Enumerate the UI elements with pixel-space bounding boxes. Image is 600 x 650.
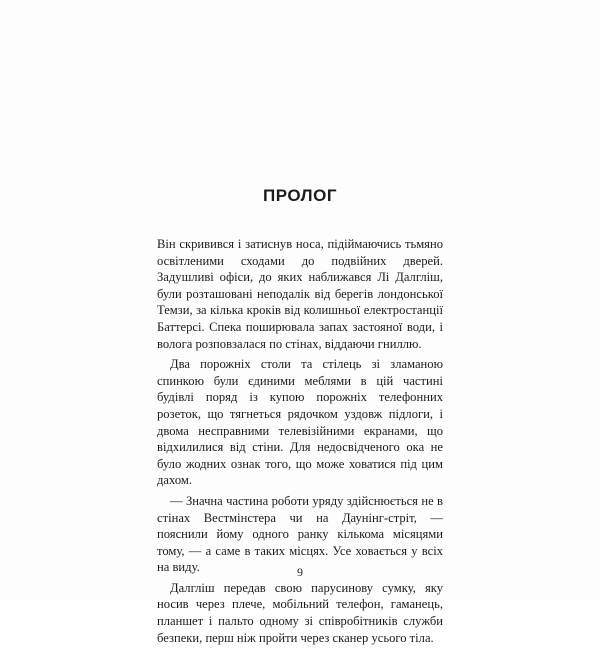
- chapter-title: ПРОЛОГ: [263, 186, 337, 205]
- paragraph-4: Далгліш передав свою парусинову сумку, яку носив через плече, мобільний телефон, гаманець, планшет і пальто одному зі співробітників служби безпеки, перш ніж пройти через сканер усього тіла.: [157, 580, 443, 645]
- page-number: 9: [297, 565, 303, 579]
- chapter-body: [157, 236, 443, 650]
- paragraph-3: — Значна частина роботи уряду здійснюється не в стінах Вестмінстера чи на Даунінг-стріт, — пояснили йому одного ранку кількома місяцями тому, — а саме в таких місцях. Усе ховається у всіх на виду.: [157, 493, 443, 575]
- paragraph-2: Два порожніх столи та стілець зі зламаною спинкою були єдиними меблями в цій частині будівлі поряд із купою порожніх телефонних розеток, що тягнеться рядочком уздовж підлоги, і двома несправними телевізійними екранами, що відхилилися від стіни. Для недосвідченого ока не було жодних ознак того, що може ховатися під цим дахом.: [157, 357, 443, 488]
- paragraph-1: Він скривився і затиснув носа, підіймаючись тьмяно освітленими сходами до подвійних дверей. Задушливі офіси, до яких наближався Лі Далгліш, були розташовані неподалік від берегів лондонської Темзи, за кілька кроків від колишньої електростанції Баттерсі. Спека поширювала запах застояної води, і волога розповзалася по стінах, віддаючи гниллю.: [157, 237, 443, 351]
